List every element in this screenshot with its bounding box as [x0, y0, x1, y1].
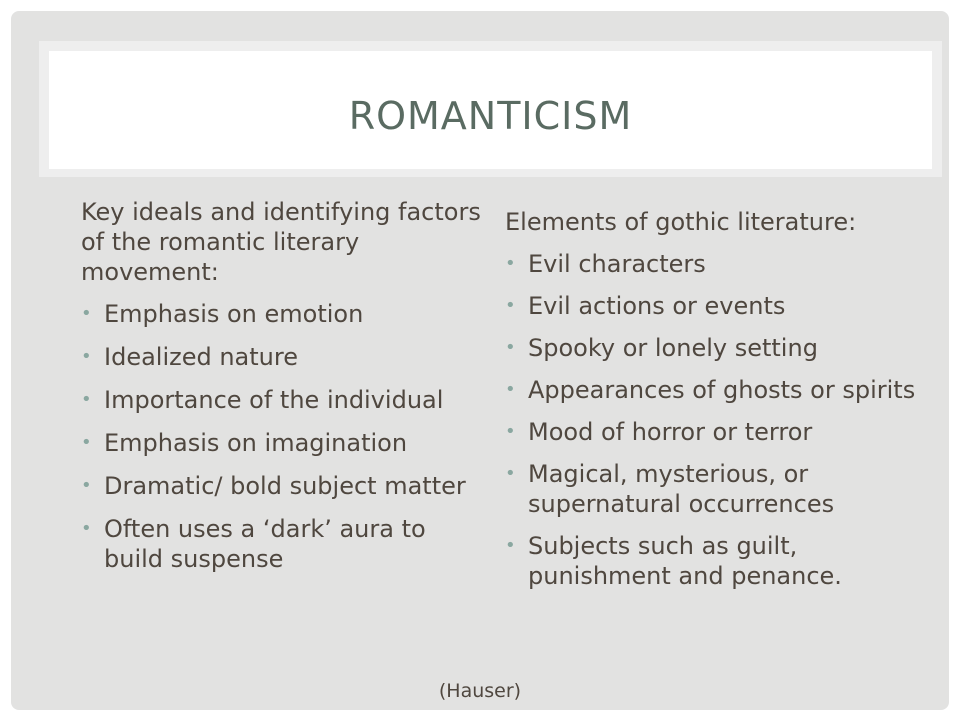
list-item-text: Dramatic/ bold subject matter [104, 472, 466, 500]
list-item-text: Idealized nature [104, 343, 298, 371]
bullet-icon: • [505, 337, 516, 358]
bullet-icon: • [505, 295, 516, 316]
list-item-text: Emphasis on imagination [104, 429, 408, 457]
citation-footer: (Hauser) [438, 680, 522, 702]
list-item [505, 531, 935, 591]
left-bullet-list [81, 299, 491, 574]
list-item [81, 342, 491, 372]
list-item-text: Importance of the individual [104, 386, 444, 414]
list-item [505, 417, 935, 447]
list-item [505, 249, 935, 279]
list-item-text: Spooky or lonely setting [528, 334, 818, 362]
right-column [505, 207, 935, 603]
bullet-icon: • [81, 518, 92, 539]
list-item-text: Evil actions or events [528, 292, 786, 320]
bullet-icon: • [505, 253, 516, 274]
list-item [505, 333, 935, 363]
list-item-text: Often uses a ‘dark’ aura to build suspense [104, 515, 426, 573]
list-item-text: Appearances of ghosts or spirits [528, 376, 916, 404]
right-bullet-list [505, 249, 935, 591]
bullet-icon: • [81, 346, 92, 367]
list-item-text: Subjects such as guilt, punishment and penance. [528, 532, 842, 590]
list-item [81, 514, 491, 574]
bullet-icon: • [505, 463, 516, 484]
list-item [81, 428, 491, 458]
bullet-icon: • [81, 475, 92, 496]
list-item-text: Emphasis on emotion [104, 300, 364, 328]
right-column-heading: Elements of gothic literature: [505, 208, 857, 236]
list-item [505, 459, 935, 519]
slide-title: ROMANTICISM [348, 94, 633, 138]
bullet-icon: • [505, 535, 516, 556]
list-item [81, 299, 491, 329]
title-box [39, 41, 942, 177]
slide [11, 11, 949, 710]
list-item [81, 471, 491, 501]
list-item-text: Magical, mysterious, or supernatural occurrences [528, 460, 835, 518]
left-column [81, 197, 491, 587]
left-column-heading: Key ideals and identifying factors of the romantic literary movement: [81, 198, 481, 286]
list-item-text: Evil characters [528, 250, 706, 278]
bullet-icon: • [81, 303, 92, 324]
bullet-icon: • [505, 379, 516, 400]
bullet-icon: • [81, 389, 92, 410]
list-item [505, 291, 935, 321]
bullet-icon: • [81, 432, 92, 453]
bullet-icon: • [505, 421, 516, 442]
list-item-text: Mood of horror or terror [528, 418, 813, 446]
list-item [505, 375, 935, 405]
list-item [81, 385, 491, 415]
